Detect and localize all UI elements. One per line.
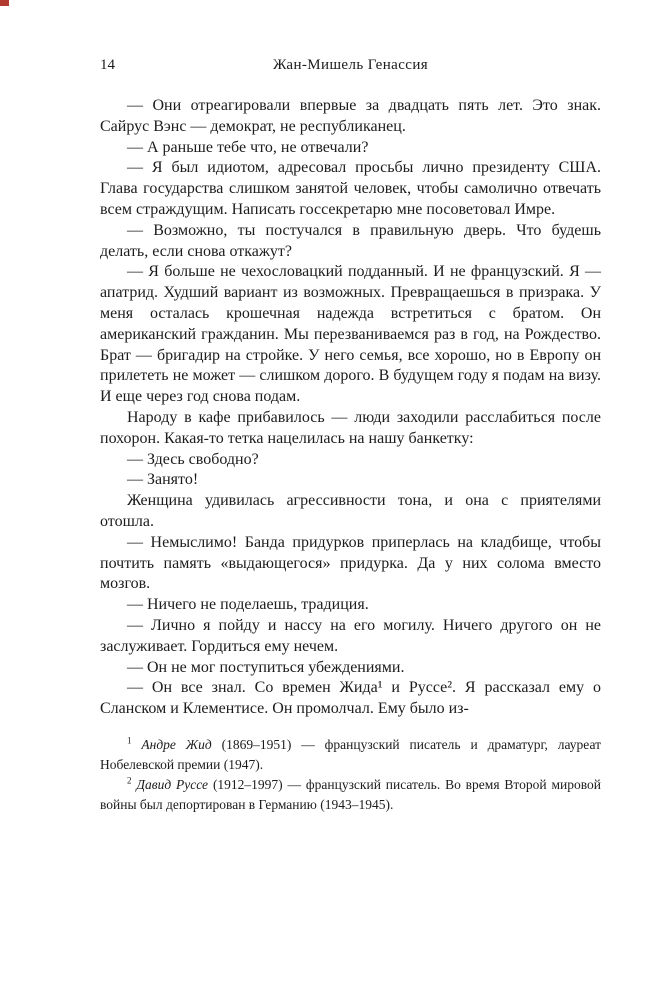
footnote-person-name: Андре Жид: [141, 736, 212, 752]
footnote: [100, 775, 601, 815]
paragraph: — Я был идиотом, адресовал просьбы лично президенту США. Глава государства слишком занятой человек, чтобы самолично отвечать всем страждущим. Написать госсекретарю мне посоветовал Имре.: [100, 159, 601, 218]
paragraph: Народу в кафе прибавилось — люди заходили расслабиться после похорон. Какая-то тетка нацелилась на нашу банкетку:: [100, 408, 601, 447]
page-corner-artifact: [0, 0, 9, 6]
paragraph: — Я больше не чехословацкий подданный. И не французский. Я — апатрид. Худший вариант из возможных. Превращаешься в призрака. У меня осталась крошечная надежда встретиться с братом. Он американский гражданин. Мы перезваниваемся раз в год, на Рождество. Брат — бригадир на стройке. У него семья, все хорошо, но в Европу он прилететь не может — слишком дорого. В будущем году я подам на визу. И еще через год снова подам.: [100, 263, 601, 406]
paragraph: — Он не мог поступиться убеждениями.: [127, 658, 405, 676]
page-header: [100, 56, 601, 74]
running-head: Жан-Мишель Генассия: [272, 57, 429, 73]
footnote-marker: 1: [127, 735, 132, 746]
paragraph: — Занято!: [127, 471, 199, 489]
paragraph: — Немыслимо! Банда придурков приперлась на кладбище, чтобы почтить память «выдающегося» придурка. Да у них солома вместо мозгов.: [100, 533, 601, 593]
paragraph: — Возможно, ты постучался в правильную дверь. Что будешь делать, если снова откажут?: [100, 221, 601, 260]
footnote-text: (1869–1951) — французский писатель и драматург, лауреат Нобелевской премии (1947).: [100, 736, 602, 772]
paragraph: Женщина удивилась агрессивности тона, и она с приятелями отошла.: [100, 492, 601, 530]
paragraph: — Они отреагировали впервые за двадцать пять лет. Это знак. Сайрус Вэнс — демократ, не республиканец.: [100, 97, 601, 135]
page-number: 14: [100, 57, 115, 73]
footnotes: [100, 735, 601, 815]
footnote-person-name: Давид Руссе: [136, 776, 209, 792]
body-text: [100, 96, 601, 720]
paragraph: — Ничего не поделаешь, традиция.: [127, 596, 369, 614]
paragraph: — Здесь свободно?: [127, 450, 259, 468]
footnote-marker: 2: [127, 775, 132, 786]
paragraph: — Он все знал. Со времен Жида¹ и Руссе². Я рассказал ему о Сланском и Клементисе. Он промолчал. Ему было из-: [100, 679, 601, 718]
paragraph: — Лично я пойду и нассу на его могилу. Ничего другого он не заслуживает. Гордиться ему нечем.: [100, 616, 601, 655]
paragraph: — А раньше тебе что, не отвечали?: [127, 138, 369, 156]
footnote-text: (1912–1997) — французский писатель. Во время Второй мировой войны был депортирован в Германию (1943–1945).: [100, 776, 602, 812]
footnote: [100, 735, 601, 775]
